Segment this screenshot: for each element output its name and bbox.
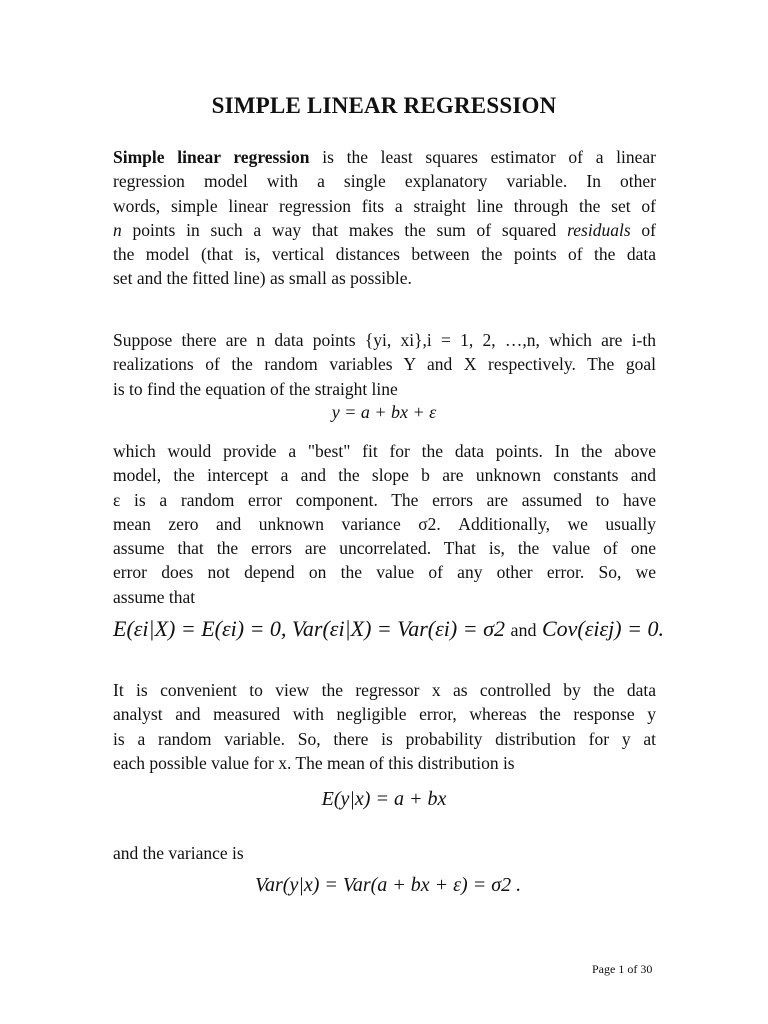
p1-line-6: set and the fitted line) as small as possible. (113, 268, 412, 289)
equation-4-text: Var(y|x) = Var(a + bx + ε) = σ2 . (255, 874, 522, 896)
paragraph-assumptions (113, 439, 656, 609)
paragraph-setup (113, 328, 656, 401)
residuals-word: residuals (567, 219, 631, 240)
p3-line-6: error does not depend on the value of any other error. So, we (113, 562, 656, 583)
p3-line-2: model, the intercept a and the slope b are unknown constants and (113, 465, 656, 486)
p1-line-1: is the least squares estimator of a linear (309, 147, 656, 167)
page-number: Page 1 of 30 (592, 962, 653, 976)
equation-2-part1: E(εi|X) = E(εi) = 0, Var(εi|X) = Var(εi) = σ2 (113, 616, 505, 641)
p4-line-4: each possible value for x. The mean of this distribution is (113, 752, 515, 773)
equation-2-part2: Cov(εiεj) = 0. (541, 616, 664, 641)
p4-line-3: is a random variable. So, there is probability distribution for y at (113, 728, 656, 749)
equation-conditional-variance (255, 874, 521, 897)
equation-error-assumptions (113, 616, 664, 642)
var-n: n (113, 219, 122, 240)
bold-term: Simple linear regression (113, 147, 310, 167)
p3-line-1: which would provide a "best" fit for the data points. In the above (113, 441, 656, 461)
p1-line-5: the model (that is, vertical distances between the points of the data (113, 244, 656, 265)
equation-3-text: E(y|x) = a + bx (321, 788, 447, 810)
of-word: of (630, 219, 657, 240)
p2-line-3: is to find the equation of the straight line (113, 378, 398, 399)
p3-line-3: ε is a random error component. The errors are assumed to have (113, 489, 656, 510)
document-title: SIMPLE LINEAR REGRESSION (211, 93, 557, 118)
p2-line-2: realizations of the random variables Y and X respectively. The goal (113, 354, 656, 375)
equation-1-text: y = a + bx + ε (331, 402, 437, 422)
p1-line-3: words, simple linear regression fits a straight line through the set of (113, 195, 656, 216)
equation-conditional-mean (0, 788, 768, 811)
p4-line-1: It is convenient to view the regressor x as controlled by the data (113, 680, 656, 700)
paragraph-definition (113, 145, 656, 291)
equation-2-and: and (510, 620, 537, 640)
p3-line-5: assume that the errors are uncorrelated. That is, the value of one (113, 538, 656, 559)
p2-line-1: Suppose there are n data points {yi, xi},i = 1, 2, …,n, which are i-th (113, 330, 656, 350)
p4-line-2: analyst and measured with negligible error, whereas the response y (113, 704, 656, 725)
p3-line-7: assume that (113, 586, 196, 607)
paragraph-regressor (113, 678, 656, 775)
p1-line-2: regression model with a single explanatory variable. In other (113, 171, 656, 192)
and-variance-text: and the variance is (113, 843, 244, 863)
p3-line-4: mean zero and unknown variance σ2. Additionally, we usually (113, 513, 656, 534)
equation-line-model (0, 402, 768, 423)
p1-line-4: points in such a way that makes the sum of squared (121, 219, 568, 240)
